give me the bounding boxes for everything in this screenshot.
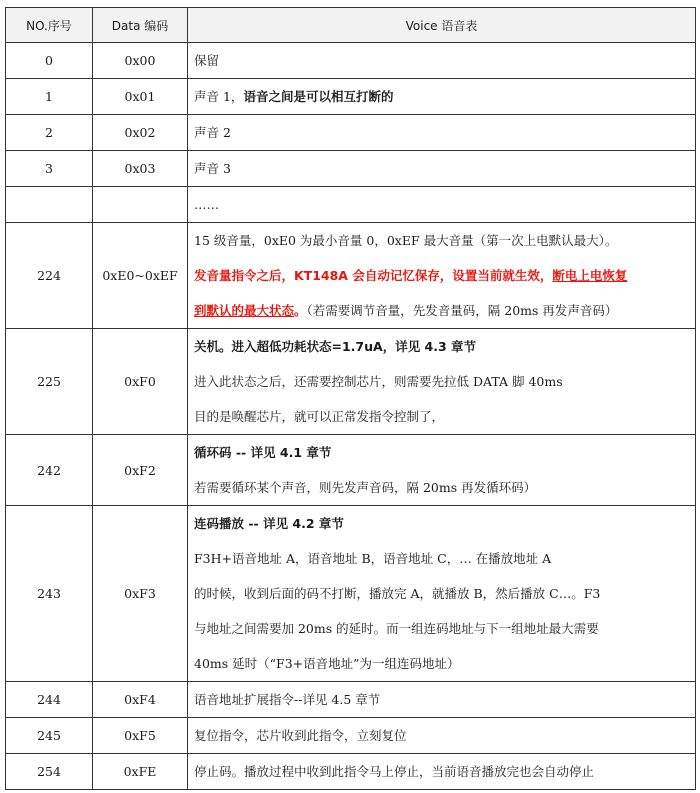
table-row (6, 682, 696, 718)
row-no (6, 187, 93, 223)
header-data: Data 编码 (93, 8, 188, 43)
desc-warning-underline: 到默认的最大状态 (194, 303, 295, 318)
desc-line-bold: 语音之间是可以相互打断的 (243, 89, 394, 104)
table-row (6, 754, 696, 790)
desc-line: （若需要调节音量，先发音量码，隔 20ms 再发声音码） (306, 303, 618, 318)
row-desc (188, 187, 696, 223)
desc-line: 进入此状态之后，还需要控制芯片，则需要先拉低 DATA 脚 40ms (194, 374, 563, 389)
row-desc (188, 682, 696, 718)
desc-warning: 。 (294, 303, 307, 318)
row-desc (188, 151, 696, 187)
desc-line: 停止码。播放过程中收到此指令马上停止，当前语音播放完也会自动停止 (194, 764, 595, 779)
table-row (6, 79, 696, 115)
desc-line: 复位指令，芯片收到此指令，立刻复位 (194, 728, 407, 743)
row-no: 245 (6, 718, 93, 754)
table-row (6, 506, 696, 682)
desc-line: 保留 (194, 53, 220, 68)
row-code: 0xF4 (93, 682, 188, 718)
desc-line: 声音 1， (194, 89, 244, 104)
row-code: 0x03 (93, 151, 188, 187)
row-no: 3 (6, 151, 93, 187)
desc-title: 循环码 -- 详见 4.1 章节 (194, 445, 332, 460)
desc-title: 关机。进入超低功耗状态=1.7uA，详见 4.3 章节 (194, 339, 477, 354)
desc-line: 声音 2 (194, 125, 231, 140)
desc-warning-underline: 断电上电恢复 (552, 268, 628, 283)
desc-line: 的时候，收到后面的码不打断，播放完 A，就播放 B，然后播放 C…。F3 (194, 586, 601, 601)
desc-warning: 发音量指令之后，KT148A 会自动记忆保存，设置当前就生效， (194, 268, 553, 283)
row-desc (188, 435, 696, 506)
row-code: 0x01 (93, 79, 188, 115)
row-desc (188, 329, 696, 435)
row-code: 0xF2 (93, 435, 188, 506)
desc-line: 声音 3 (194, 161, 231, 176)
row-desc (188, 223, 696, 329)
desc-line: …… (194, 197, 219, 212)
desc-line: 若需要循环某个声音，则先发声音码，隔 20ms 再发循环码） (194, 480, 537, 495)
row-code: 0xF5 (93, 718, 188, 754)
row-desc (188, 79, 696, 115)
table-row (6, 115, 696, 151)
row-code: 0xE0~0xEF (93, 223, 188, 329)
table-header-row (6, 8, 696, 43)
row-code: 0x00 (93, 43, 188, 79)
desc-title: 连码播放 -- 详见 4.2 章节 (194, 516, 344, 531)
desc-line: 15 级音量，0xE0 为最小音量 0，0xEF 最大音量（第一次上电默认最大）。 (194, 233, 618, 248)
desc-line: F3H+语音地址 A，语音地址 B，语音地址 C，… 在播放地址 A (194, 551, 552, 566)
desc-line: 语音地址扩展指令--详见 4.5 章节 (194, 692, 381, 707)
header-voice: Voice 语音表 (188, 8, 696, 43)
row-no: 243 (6, 506, 93, 682)
row-desc (188, 43, 696, 79)
row-no: 254 (6, 754, 93, 790)
row-code: 0xF0 (93, 329, 188, 435)
desc-line: 目的是唤醒芯片，就可以正常发指令控制了， (194, 409, 445, 424)
row-code: 0xFE (93, 754, 188, 790)
table-row (6, 718, 696, 754)
row-no: 1 (6, 79, 93, 115)
desc-line: 与地址之间需要加 20ms 的延时。而一组连码地址与下一组地址最大需要 (194, 621, 599, 636)
row-desc (188, 718, 696, 754)
row-code: 0xF3 (93, 506, 188, 682)
table-row (6, 329, 696, 435)
row-no: 244 (6, 682, 93, 718)
row-no: 2 (6, 115, 93, 151)
row-desc (188, 506, 696, 682)
row-no: 0 (6, 43, 93, 79)
table-row (6, 151, 696, 187)
row-no: 242 (6, 435, 93, 506)
table-row (6, 43, 696, 79)
table-row (6, 435, 696, 506)
row-code (93, 187, 188, 223)
header-no: NO.序号 (6, 8, 93, 43)
row-desc (188, 115, 696, 151)
row-code: 0x02 (93, 115, 188, 151)
desc-line: 40ms 延时（“F3+语音地址”为一组连码地址） (194, 656, 460, 671)
voice-command-table (5, 7, 696, 790)
row-no: 224 (6, 223, 93, 329)
table-row (6, 187, 696, 223)
table-row (6, 223, 696, 329)
row-desc (188, 754, 696, 790)
row-no: 225 (6, 329, 93, 435)
